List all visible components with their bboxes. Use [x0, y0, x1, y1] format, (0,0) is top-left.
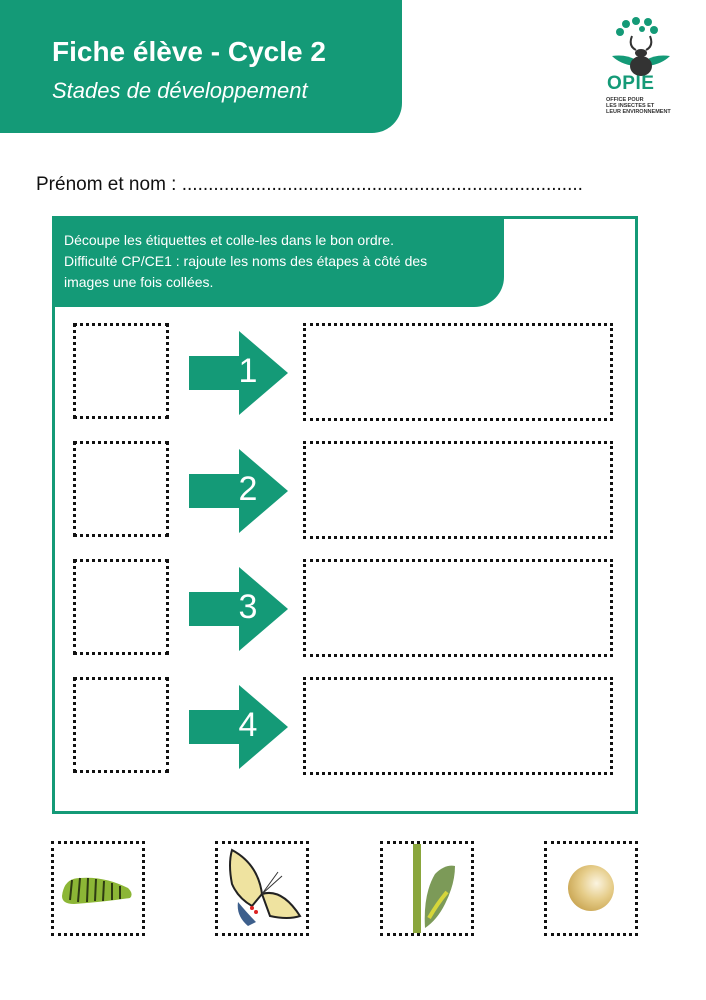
instructions-panel: [52, 216, 504, 307]
instruction-line-3: images une fois collées.: [64, 274, 214, 290]
step-number: 4: [238, 706, 258, 744]
step-number: 2: [238, 470, 258, 508]
caterpillar-image: [54, 844, 142, 933]
page-title: Fiche élève - Cycle 2: [52, 36, 326, 67]
butterfly-image: [218, 844, 306, 933]
instruction-line-2: Difficulté CP/CE1 : rajoute les noms des étapes à côté des: [64, 253, 428, 269]
card-caterpillar[interactable]: [51, 841, 145, 936]
logo-tagline-2: LES INSECTES ET: [606, 103, 655, 109]
step-number: 3: [238, 588, 258, 626]
instruction-line-1: Découpe les étiquettes et colle-les dans le bon ordre.: [64, 232, 394, 248]
egg-image: [547, 844, 635, 933]
logo-wordmark: OPIE: [607, 73, 655, 94]
image-drop-zone-3[interactable]: [73, 559, 169, 655]
label-drop-zone-2[interactable]: [303, 441, 613, 539]
image-drop-zone-1[interactable]: [73, 323, 169, 419]
card-egg[interactable]: [544, 841, 638, 936]
card-butterfly[interactable]: [215, 841, 309, 936]
image-drop-zone-2[interactable]: [73, 441, 169, 537]
step-number: 1: [238, 352, 258, 390]
chrysalis-image: [383, 844, 471, 933]
image-drop-zone-4[interactable]: [73, 677, 169, 773]
label-drop-zone-3[interactable]: [303, 559, 613, 657]
card-chrysalis[interactable]: [380, 841, 474, 936]
page-subtitle: Stades de développement: [52, 78, 308, 103]
label-drop-zone-1[interactable]: [303, 323, 613, 421]
label-drop-zone-4[interactable]: [303, 677, 613, 775]
logo-tagline-1: OFFICE POUR: [606, 97, 644, 103]
student-name-field[interactable]: Prénom et nom : ............................................................................: [36, 174, 583, 195]
logo-tagline-3: LEUR ENVIRONNEMENT: [606, 109, 671, 115]
